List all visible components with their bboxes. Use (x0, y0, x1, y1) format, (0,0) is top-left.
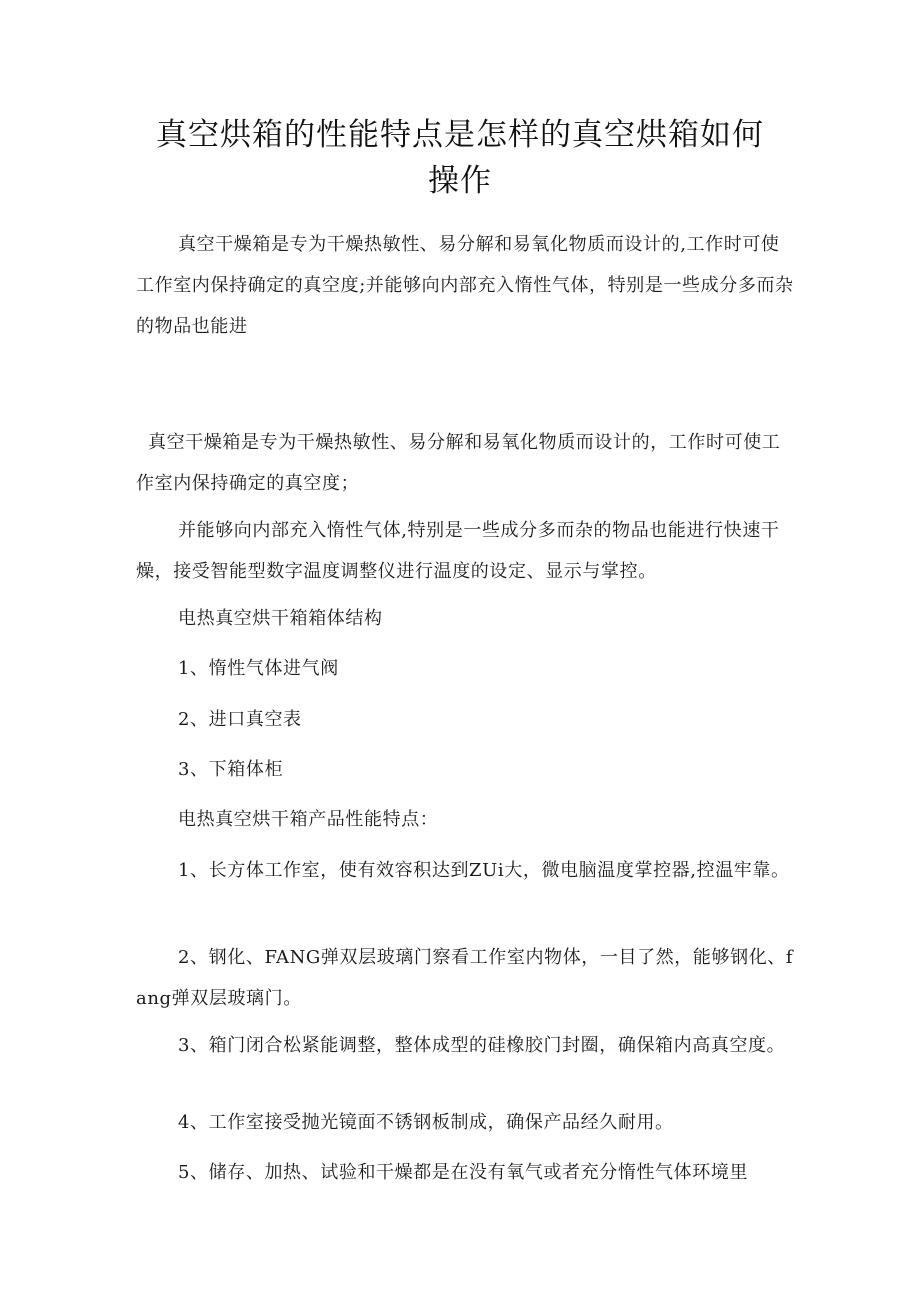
list-item-feature-2: 2、钢化、FANG弹双层玻璃门察看工作室内物体，一目了然，能够钢化、fang弹双层玻璃门。 (136, 947, 794, 1009)
list-item-structure-1: 1、惰性气体进气阀 (178, 658, 339, 679)
body-paragraph-2: 并能够向内部充入惰性气体,特别是一些成分多而杂的物品也能进行快速干燥，接受智能型数字温度调整仪进行温度的设定、显示与掌控。 (136, 520, 780, 582)
section-heading-features: 电热真空烘干箱产品性能特点： (178, 809, 439, 830)
section-heading-structure: 电热真空烘干箱箱体结构 (178, 608, 383, 629)
body-paragraph-1: 真空干燥箱是专为干燥热敏性、易分解和易氧化物质而设计的，工作时可使工作室内保持确定的真空度； (136, 432, 781, 494)
title-line-1: 真空烘箱的性能特点是怎样的真空烘箱如何 (156, 117, 764, 153)
list-item-structure-3: 3、下箱体柜 (178, 759, 284, 780)
document-title (140, 112, 780, 204)
title-line-2: 操作 (428, 163, 492, 199)
list-item-feature-3: 3、箱门闭合松紧能调整，整体成型的硅橡胶门封圈，确保箱内高真空度。 (178, 1035, 786, 1056)
intro-paragraph: 真空干燥箱是专为干燥热敏性、易分解和易氧化物质而设计的,工作时可使工作室内保持确定的真空度;并能够向内部充入惰性气体，特别是一些成分多而杂的物品也能进 (136, 234, 794, 337)
list-item-feature-1: 1、长方体工作室，使有效容积达到ZUi大，微电脑温度掌控器,控温牢靠。 (178, 860, 790, 881)
list-item-feature-4: 4、工作室接受抛光镜面不锈钢板制成，确保产品经久耐用。 (178, 1112, 674, 1133)
list-item-structure-2: 2、进口真空表 (178, 709, 302, 730)
list-item-feature-5: 5、储存、加热、试验和干燥都是在没有氧气或者充分惰性气体环境里 (178, 1162, 749, 1183)
